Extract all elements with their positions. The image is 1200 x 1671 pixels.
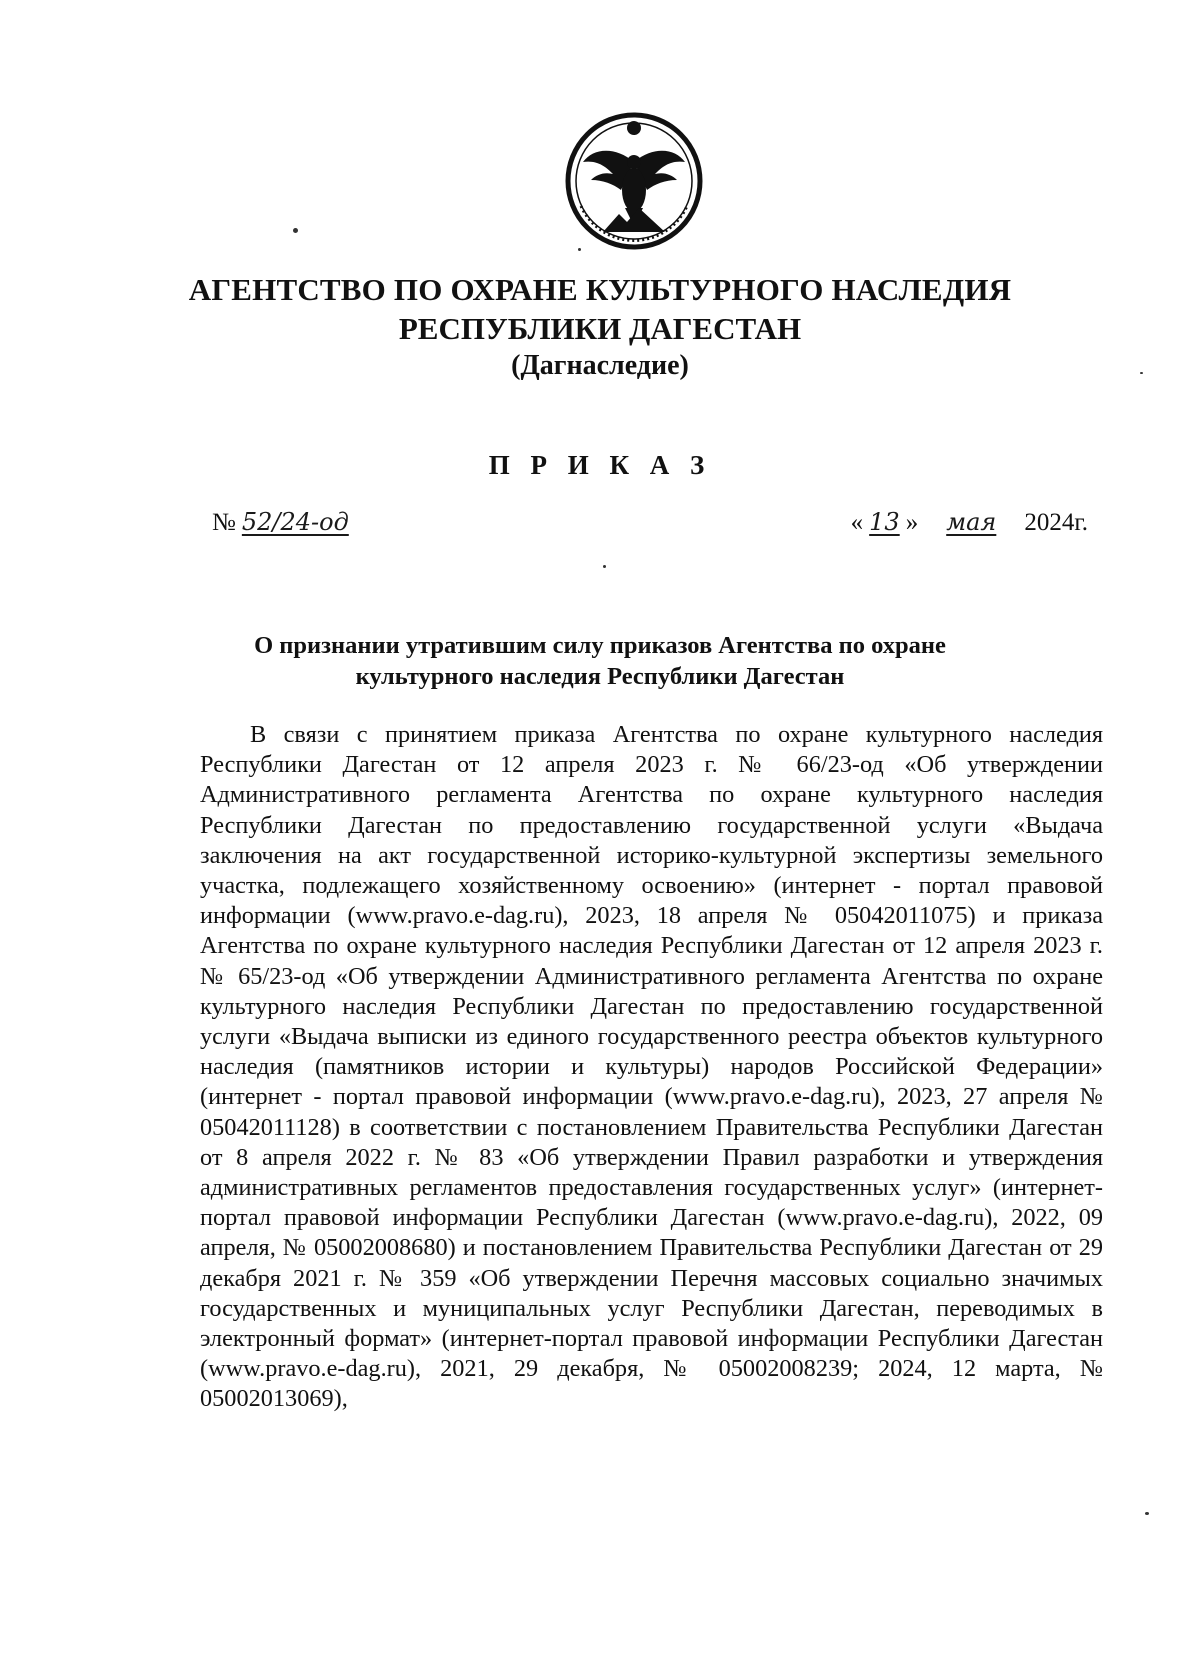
date-day-handwritten: 13 (869, 508, 900, 536)
scan-speck (578, 248, 581, 251)
document-type-title: П Р И К А З (488, 450, 712, 480)
subject-line1: О признании утратившим силу приказов Агентства по охране (254, 632, 946, 659)
date-month-handwritten: мая (946, 508, 997, 536)
date-open-quote: « (850, 509, 864, 536)
date-close-quote: » (905, 509, 919, 536)
number-sign: № (212, 509, 236, 536)
scan-speck (1145, 1512, 1149, 1515)
agency-name-line2: РЕСПУБЛИКИ ДАГЕСТАН (398, 311, 802, 346)
order-number-handwritten: 52/24-од (241, 508, 349, 536)
date-year: 2024г. (1024, 509, 1088, 536)
order-date (851, 508, 1088, 537)
agency-name-line1: АГЕНТСТВО ПО ОХРАНЕ КУЛЬТУРНОГО НАСЛЕДИЯ (188, 272, 1012, 307)
scan-speck (1140, 372, 1143, 374)
body-paragraph: В связи с принятием приказа Агентства по охране культурного наследия Республики Дагестан от 12 апреля 2023 г. № 66/23-од «Об утверждении Административного регламента Агентства по охране культурного наследия Республики Дагестан по предоставлению государственной услуги «Выдача заключения на акт государственной историко-культурной экспертизы земельного участка, подлежащего хозяйственному освоению» (интернет - портал правовой информации (www.pravo.e-dag.ru), 2023, 18 апреля № 05042011075) и приказа Агентства по охране культурного наследия Республики Дагестан от 12 апреля 2023 г. № 65/23-од «Об утверждении Административного регламента Агентства по охране культурного наследия Республики Дагестан по предоставлению государственной услуги «Выдача выписки из единого государственного реестра объектов культурного наследия (памятников истории и культуры) народов Российской Федерации» (интернет - портал правовой информации (www.pravo.e-dag.ru), 2023, 27 апреля № 05042011128) в соответствии с постановлением Правительства Республики Дагестан от 8 апреля 2022 г. № 83 «Об утверждении Правил разработки и утверждения административных регламентов предоставления государственных услуг» (интернет-портал правовой информации Республики Дагестан (www.pravo.e-dag.ru), 2022, 09 апреля, № 05002008680) и постановлением Правительства Республики Дагестан от 29 декабря 2021 г. № 359 «Об утверждении Перечня массовых социально значимых государственных и муниципальных услуг Республики Дагестан, переводимых в электронный формат» (интернет-портал правовой информации Республики Дагестан (www.pravo.e-dag.ru), 2021, 29 декабря, № 05002008239; 2024, 12 марта, № 05002013069), (200, 721, 1103, 1413)
subject-line2: культурного наследия Республики Дагестан (355, 663, 845, 690)
scan-speck (603, 565, 606, 568)
agency-short-name: (Дагнаследие) (511, 350, 689, 381)
dagestan-coat-of-arms-icon (563, 110, 705, 252)
scan-speck (293, 228, 298, 233)
order-number (212, 508, 355, 537)
